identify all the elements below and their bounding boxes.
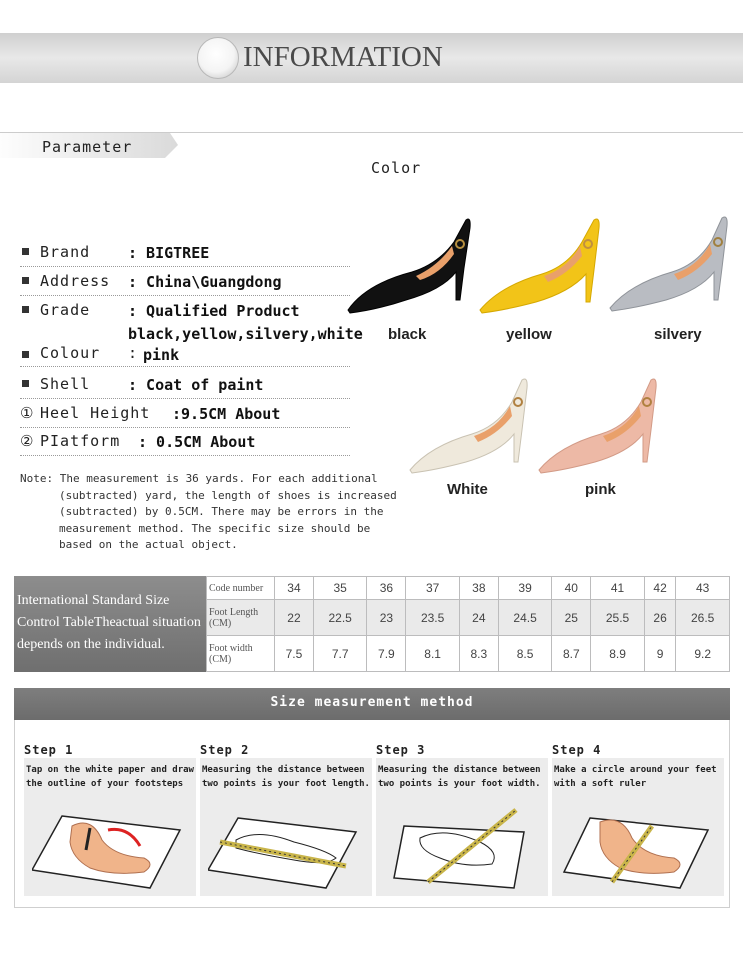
row-label: Foot width (CM) xyxy=(207,636,275,672)
step-card xyxy=(200,758,372,896)
step-description: Tap on the white paper and draw the outline of your footsteps xyxy=(26,765,194,789)
table-cell: 8.1 xyxy=(406,636,460,672)
table-cell: 8.7 xyxy=(552,636,591,672)
spec-platform xyxy=(20,432,350,456)
spec-grade xyxy=(20,301,350,323)
spec-value: : 0.5CM About xyxy=(138,433,256,451)
spec-key: Heel Height xyxy=(40,404,151,422)
parameter-label: Parameter xyxy=(42,138,133,156)
spec-key: Address xyxy=(40,272,111,290)
table-cell: 9 xyxy=(644,636,676,672)
shoe-silvery-image xyxy=(608,210,734,315)
table-row xyxy=(207,636,730,672)
foot-circumference-illustration xyxy=(560,806,716,890)
table-cell: 38 xyxy=(459,577,498,600)
row-label: Code number xyxy=(207,577,275,600)
step-card xyxy=(376,758,548,896)
measurement-header xyxy=(14,688,730,720)
spec-key: Colour xyxy=(40,344,101,362)
table-row xyxy=(207,600,730,636)
table-cell: 7.5 xyxy=(275,636,314,672)
spec-brand xyxy=(20,243,350,267)
spec-value: : Coat of paint xyxy=(128,376,264,394)
note-line: Note: The measurement is 36 yards. For each additional xyxy=(20,472,378,485)
shoe-label-black: black xyxy=(388,326,427,343)
table-cell: 22 xyxy=(275,600,314,636)
size-grid xyxy=(206,576,730,672)
spec-heel-height xyxy=(20,404,350,428)
step-description: Measuring the distance between two points is your foot width. xyxy=(378,765,541,789)
table-cell: 43 xyxy=(676,577,730,600)
shoe-label-silvery: silvery xyxy=(654,326,702,343)
spec-key: Brand xyxy=(40,243,91,261)
shoe-label-white: White xyxy=(447,481,488,498)
note-line: (subtracted) by 0.5CM. There may be errors in the xyxy=(59,505,384,518)
spec-key: PIatform xyxy=(40,432,121,450)
bullet-icon xyxy=(22,277,29,284)
table-cell: 24.5 xyxy=(498,600,552,636)
table-cell: 36 xyxy=(367,577,406,600)
foot-outline-illustration xyxy=(32,806,188,890)
table-row xyxy=(207,577,730,600)
parameter-divider xyxy=(0,132,743,133)
step-description: Measuring the distance between two points is your foot length. xyxy=(202,765,370,789)
table-cell: 35 xyxy=(313,577,367,600)
spec-colon: : xyxy=(128,344,138,362)
note-line: (subtracted) yard, the length of shoes is increased xyxy=(59,488,397,502)
step-title: Step 1 xyxy=(24,743,74,757)
bullet-icon xyxy=(22,380,29,387)
table-cell: 26.5 xyxy=(676,600,730,636)
step-card xyxy=(552,758,724,896)
note-line: measurement method. The specific size should be xyxy=(59,521,371,535)
foot-length-illustration xyxy=(208,806,364,890)
bullet-icon xyxy=(22,306,29,313)
step-title: Step 3 xyxy=(376,743,426,757)
information-banner xyxy=(0,33,743,83)
size-table xyxy=(14,576,730,672)
measurement-note xyxy=(20,471,405,554)
step-title: Step 4 xyxy=(552,743,602,757)
bullet-icon xyxy=(22,248,29,255)
bullet-icon xyxy=(22,351,29,358)
shoe-pink-image xyxy=(537,372,665,477)
table-cell: 8.3 xyxy=(459,636,498,672)
shoe-label-pink: pink xyxy=(585,481,616,498)
table-cell: 8.9 xyxy=(591,636,645,672)
spec-value: :9.5CM About xyxy=(172,405,281,423)
table-cell: 39 xyxy=(498,577,552,600)
table-cell: 7.7 xyxy=(313,636,367,672)
table-cell: 7.9 xyxy=(367,636,406,672)
spec-value: : BIGTREE xyxy=(128,244,210,262)
step-description: Make a circle around your feet with a soft ruler xyxy=(554,765,717,789)
table-cell: 24 xyxy=(459,600,498,636)
table-cell: 23.5 xyxy=(406,600,460,636)
table-cell: 26 xyxy=(644,600,676,636)
table-cell: 25 xyxy=(552,600,591,636)
table-cell: 37 xyxy=(406,577,460,600)
table-cell: 42 xyxy=(644,577,676,600)
shoe-yellow-image xyxy=(478,212,606,317)
table-cell: 41 xyxy=(591,577,645,600)
spec-shell xyxy=(20,375,350,399)
spec-key: Shell xyxy=(40,375,91,393)
spec-address xyxy=(20,272,350,296)
measurement-title: Size measurement method xyxy=(270,695,474,710)
table-cell: 22.5 xyxy=(313,600,367,636)
spec-value-line2: pink xyxy=(143,346,180,364)
size-table-title: International Standard Size Control TableTheactual situation depends on the individual. xyxy=(14,576,206,672)
table-cell: 34 xyxy=(275,577,314,600)
row-label: Foot Length (CM) xyxy=(207,600,275,636)
table-cell: 40 xyxy=(552,577,591,600)
spec-value: : China\Guangdong xyxy=(128,273,282,291)
shoe-label-yellow: yellow xyxy=(506,326,552,343)
table-cell: 23 xyxy=(367,600,406,636)
step-card xyxy=(24,758,196,896)
spec-key: Grade xyxy=(40,301,91,319)
table-cell: 25.5 xyxy=(591,600,645,636)
table-cell: 9.2 xyxy=(676,636,730,672)
banner-title: INFORMATION xyxy=(243,41,443,73)
spec-value-line1: black,yellow,silvery,white xyxy=(128,325,363,343)
shoe-white-image xyxy=(408,372,536,477)
spec-value: : Qualified Product xyxy=(128,302,300,320)
note-line: based on the actual object. xyxy=(59,538,238,551)
step-title: Step 2 xyxy=(200,743,250,757)
foot-width-illustration xyxy=(384,806,540,890)
circled-number: ① xyxy=(20,404,34,422)
color-heading: Color xyxy=(371,159,422,177)
shoe-black-image xyxy=(346,212,476,317)
table-cell: 8.5 xyxy=(498,636,552,672)
banner-circle-icon xyxy=(197,37,239,79)
spec-colour xyxy=(20,325,363,367)
circled-number: ② xyxy=(20,432,34,450)
